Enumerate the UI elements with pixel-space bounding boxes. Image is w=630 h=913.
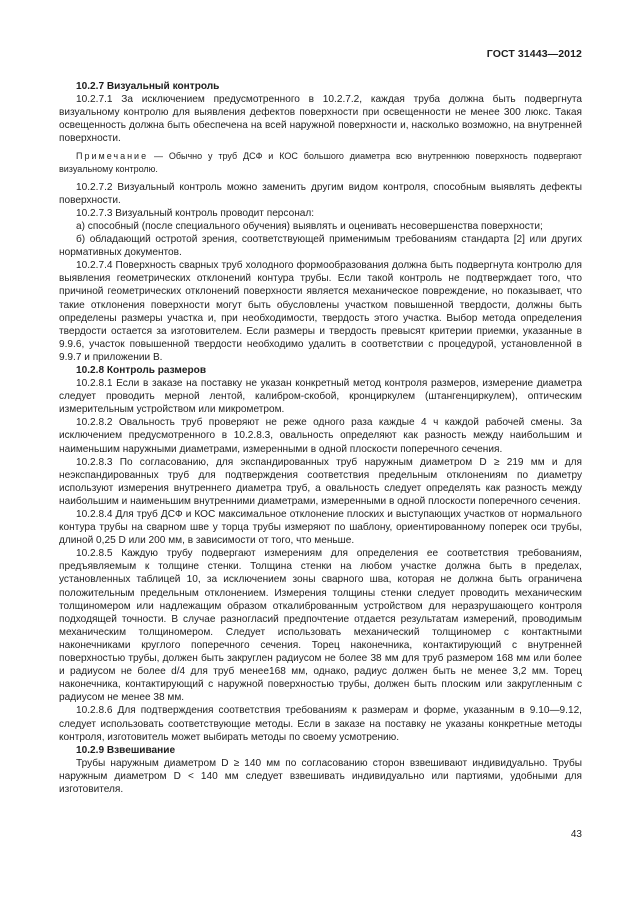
page-number: 43 [570,829,582,840]
document-body [59,80,582,796]
body-paragraph: 10.2.8.1 Если в заказе на поставку не указан конкретный метод контроля размеров, измерение диаметра следует проводить мерной лентой, калибром-скобой, кронциркулем (штангенциркулем), оптическим измерительным устройством или микрометром. [59,378,582,416]
body-paragraph: 10.2.8.4 Для труб ДСФ и КОС максимальное отклонение плоских и выступающих участков от нормального контура трубы на сварном шве у торца трубы измеряют по шаблону, ориентированному поперек оси трубы, длиной 0,25 D или 200 мм, в зависимости от того, что меньше. [59,509,582,547]
section-heading: 10.2.8 Контроль размеров [76,364,207,376]
document-code: ГОСТ 31443—2012 [486,48,582,60]
body-paragraph: б) обладающий остротой зрения, соответствующей применимым требованиям стандарта [2] или других нормативных документов. [59,234,582,259]
body-paragraph: 10.2.8.6 Для подтверждения соответствия требованиям к размерам и форме, указанным в 9.10—9.12, следует использовать соответствующие методы. Если в заказе на поставку не указаны конкретные методы контроля, изготовитель может выбирать методы по своему усмотрению. [59,705,582,743]
section-heading: 10.2.9 Взвешивание [76,744,176,756]
section-heading: 10.2.7 Визуальный контроль [76,81,220,92]
body-paragraph: а) способный (после специального обучения) выявлять и оценивать несовершенства поверхности; [76,220,543,232]
body-paragraph: 10.2.8.3 По согласованию, для экспандированных труб наружным диаметром D ≥ 219 мм и для неэкспандированных труб для подтверждения соответствия предельным отклонениям по диаметру используют измерения внутреннего диаметра труб, а овальность следует определять как разность между наибольшим и наименьшим внутренними диаметрами, измеренными в одной плоскости поперечного сечения. [59,456,582,507]
body-paragraph: 10.2.7.1 За исключением предусмотренного в 10.2.7.2, каждая труба должна быть подвергнута визуальному контролю для выявления дефектов поверхности при освещенности не менее 300 люкс. Такая освещенность должна быть обеспечена на всей наружной поверхности и, насколько возможно, на внутренней поверхности. [59,94,582,145]
note-label: Примечание [76,151,149,162]
body-paragraph: 10.2.7.2 Визуальный контроль можно заменить другим видом контроля, способным выявлять дефекты поверхности. [59,181,582,206]
body-paragraph: 10.2.8.5 Каждую трубу подвергают измерениям для определения ее соответствия требованиям, предъявляемым к толщине стенки. Толщина стенки на любом участке должна быть в пределах, установленных таблицей 10, за исключением зоны сварного шва, которая не должна быть ограничена положительным предельным отклонением. Измерения толщины стенки следует проводить механическим толщиномером или надлежащим образом откалиброванным устройством для неразрушающего контроля подходящей точности. В случае разногласий предпочтение отдается результатам измерений, проводимым механическим толщиномером. Следует использовать механический толщиномер с контактными наконечниками круглого поперечного сечения. Торец наконечника, контактирующий с внутренней поверхностью трубы, должен быть закруглен радиусом не более 38 мм для труб размером 168 мм или более и радиусом не более d/4 для труб менее168 мм, однако, радиус должен быть не менее 3,2 мм. Торец наконечника, контактирующий с наружной поверхностью трубы, должен быть плоским или закругленным с радиусом не менее 38 мм. [59,548,582,704]
body-paragraph: Трубы наружным диаметром D ≥ 140 мм по согласованию сторон взвешивают индивидуально. Трубы наружным диаметром D < 140 мм следует взвешивать индивидуально или партиями, удобными для изготовителя. [59,757,582,795]
note-paragraph [59,150,582,175]
note-text: — Обычно у труб ДСФ и КОС большого диаметра всю внутреннюю поверхность подвергают визуальному контролю. [59,151,582,175]
body-paragraph: 10.2.7.3 Визуальный контроль проводит персонал: [76,207,315,219]
body-paragraph: 10.2.7.4 Поверхность сварных труб холодного формообразования должна быть подвергнута контролю для выявления геометрических отклонений контура трубы. Если такой контроль не подтверждает того, что причиной геометрических отклонений поверхности является механическое повреждение, но показывает, что такие отклонения поверхности могут быть обусловлены участком повышенной твердости, должны быть определены размеры участка и, при необходимости, твердость этого участка. Выбор метода определения твердости остается за изготовителем. Если размеры и твердость превысят критерии приемки, указанные в 9.9.6, участок повышенной твердости необходимо удалить в соответствии с процедурой, установленной в 9.9.7 и приложении В. [59,260,582,363]
body-paragraph: 10.2.8.2 Овальность труб проверяют не реже одного раза каждые 4 ч каждой рабочей смены. За исключением предусмотренного в 10.2.8.3, овальность определяют как разность между наибольшим и наименьшим наружными диаметрами, измеренными в одной плоскости поперечного сечения. [59,417,582,455]
